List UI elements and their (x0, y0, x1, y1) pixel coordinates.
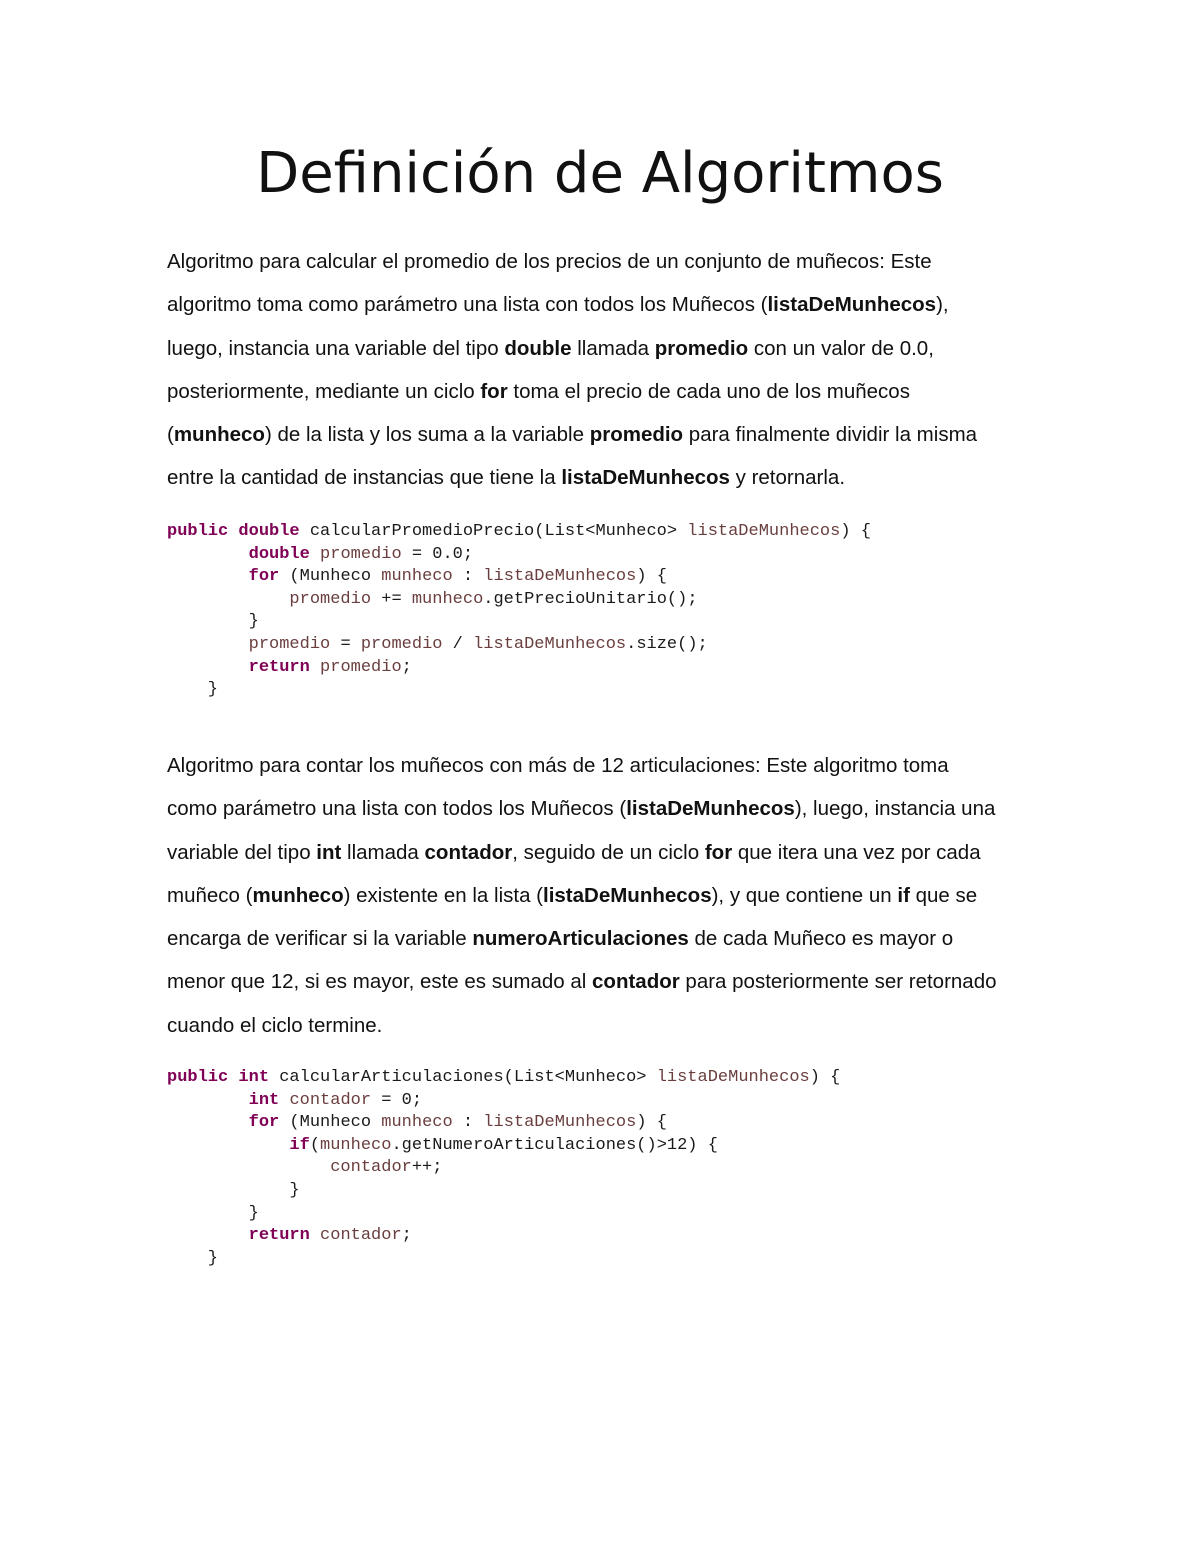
code-text: ; (401, 657, 412, 677)
code-line (167, 589, 871, 612)
text-segment: ) existente en la lista ( (343, 883, 543, 907)
code-text (167, 1158, 330, 1177)
bold-term: if (897, 883, 910, 907)
code-text: calcularArticulaciones(List<Munheco> (269, 1068, 657, 1087)
code-text: ) { (809, 1068, 841, 1087)
bold-term: promedio (654, 336, 749, 360)
code-line (167, 634, 871, 657)
bold-term: contador (424, 840, 513, 864)
code-text (167, 1136, 289, 1155)
section2-description (167, 744, 1047, 1047)
text-segment: que itera una vez por cada (732, 840, 981, 864)
bold-term: for (480, 379, 508, 403)
code-text: } (167, 680, 219, 700)
code-text: ++; (411, 1158, 443, 1178)
code-line (167, 521, 871, 544)
text-line (167, 917, 1047, 960)
code-text: / (442, 634, 474, 654)
text-segment: luego, instancia una variable del tipo (167, 336, 505, 360)
code-text: (Munheco (279, 567, 382, 587)
code-text (310, 545, 320, 564)
text-segment: y retornarla. (729, 466, 846, 490)
code-line (167, 1180, 840, 1203)
code-text: += (371, 589, 412, 609)
code-line (167, 1248, 840, 1271)
bold-term: listaDeMunhecos (543, 883, 712, 907)
code-variable: listaDeMunhecos (687, 522, 841, 541)
section1-code-block (167, 521, 871, 702)
bold-term: for (704, 840, 733, 864)
code-variable: munheco (411, 589, 484, 609)
text-line (167, 744, 1047, 787)
code-variable: listaDeMunhecos (483, 567, 637, 587)
text-segment: cuando el ciclo termine. (167, 1013, 383, 1037)
code-line (167, 1067, 840, 1090)
code-text: } (167, 1203, 259, 1223)
code-text: } (167, 612, 259, 632)
code-line (167, 1203, 840, 1226)
text-segment: ) de la lista y los suma a la variable (264, 423, 590, 447)
text-segment: ), luego, instancia una (794, 797, 996, 821)
bold-term: contador (592, 970, 680, 994)
code-keyword: public double (167, 522, 300, 541)
code-variable: munheco (381, 1113, 453, 1133)
text-line (167, 327, 1047, 370)
code-line (167, 544, 871, 567)
text-segment: algoritmo toma como parámetro una lista con todos los Muñecos ( (167, 293, 768, 317)
text-segment: ( (167, 423, 174, 447)
code-text: ; (401, 1226, 412, 1246)
bold-term: numeroArticulaciones (472, 927, 689, 951)
text-line (167, 960, 1047, 1003)
code-variable: listaDeMunhecos (473, 634, 627, 654)
text-segment: llamada (341, 840, 425, 864)
text-line (167, 1004, 1047, 1047)
code-text (167, 1091, 249, 1110)
text-line (167, 787, 1047, 830)
code-variable: promedio (320, 657, 402, 677)
text-line (167, 240, 1047, 283)
code-line (167, 1112, 840, 1135)
code-keyword: public int (167, 1068, 270, 1087)
text-line (167, 283, 1047, 326)
code-text: .getPrecioUnitario(); (483, 589, 698, 609)
code-text: = 0; (371, 1090, 423, 1110)
code-variable: munheco (381, 567, 453, 587)
code-text: : (452, 567, 484, 587)
code-text: .getNumeroArticulaciones()>12) { (391, 1135, 718, 1155)
code-keyword: double (248, 544, 310, 564)
code-variable: promedio (360, 634, 443, 654)
text-segment: llamada (571, 336, 655, 360)
code-variable: munheco (320, 1135, 392, 1155)
code-line (167, 1135, 840, 1158)
code-text (167, 1113, 249, 1132)
section1-description (167, 240, 1047, 500)
text-line (167, 874, 1047, 917)
code-text: ) { (636, 567, 667, 587)
section2-code-block (167, 1067, 840, 1270)
code-keyword: return (248, 1226, 310, 1246)
text-segment: menor que 12, si es mayor, este es sumado al (167, 970, 593, 994)
code-variable: contador (320, 1226, 402, 1246)
code-text (167, 1226, 249, 1245)
code-keyword: for (248, 1113, 280, 1133)
code-variable: listaDeMunhecos (483, 1113, 637, 1133)
code-line (167, 1157, 840, 1180)
text-segment: Algoritmo para contar los muñecos con más de 12 articulaciones: Este algoritmo toma (167, 754, 949, 777)
code-text: : (452, 1113, 484, 1133)
bold-term: listaDeMunhecos (767, 293, 937, 317)
code-variable: promedio (289, 589, 372, 609)
text-segment: con un valor de 0.0, (748, 336, 934, 360)
code-variable: promedio (320, 544, 402, 564)
text-segment: para posteriormente ser retornado (679, 970, 997, 994)
code-text: (Munheco (279, 1113, 382, 1133)
code-text (310, 658, 320, 677)
bold-term: munheco (252, 883, 344, 907)
code-text (167, 567, 249, 586)
code-text: } (167, 1180, 300, 1200)
text-segment: , seguido de un ciclo (512, 840, 705, 864)
code-keyword: for (248, 567, 280, 587)
text-segment: posteriormente, mediante un ciclo (167, 379, 481, 403)
bold-term: listaDeMunhecos (561, 466, 730, 490)
code-text: .size(); (626, 634, 708, 654)
code-line (167, 1225, 840, 1248)
text-segment: que se (909, 883, 978, 907)
bold-term: munheco (173, 423, 265, 447)
code-text: ) { (636, 1113, 667, 1133)
code-line (167, 566, 871, 589)
code-text (167, 635, 249, 654)
text-line (167, 370, 1047, 413)
bold-term: listaDeMunhecos (626, 797, 795, 821)
code-line (167, 679, 871, 702)
code-text (310, 1226, 320, 1245)
bold-term: int (316, 840, 342, 864)
code-text: ) { (840, 522, 871, 541)
code-text: = 0.0; (401, 544, 474, 564)
code-text: ( (309, 1135, 321, 1155)
code-line (167, 657, 871, 680)
text-segment: ), y que contiene un (711, 883, 898, 907)
code-keyword: return (248, 657, 310, 677)
text-segment: encarga de verificar si la variable (167, 927, 473, 951)
code-variable: contador (330, 1158, 412, 1178)
text-segment: para finalmente dividir la misma (683, 423, 978, 447)
code-line (167, 611, 871, 634)
code-text (167, 590, 289, 609)
code-text (279, 1091, 289, 1110)
code-variable: listaDeMunhecos (656, 1068, 810, 1087)
code-keyword: if (289, 1135, 310, 1155)
code-keyword: int (248, 1090, 280, 1110)
text-segment: de cada Muñeco es mayor o (688, 927, 954, 951)
code-text (167, 658, 249, 677)
text-segment: ), (936, 293, 949, 317)
text-segment: toma el precio de cada uno de los muñecos (507, 379, 910, 403)
text-segment: muñeco ( (167, 883, 253, 907)
text-segment: como parámetro una lista con todos los Muñecos ( (167, 797, 627, 821)
code-line (167, 1090, 840, 1113)
bold-term: double (504, 336, 572, 360)
text-segment: Algoritmo para calcular el promedio de los precios de un conjunto de muñecos: Este (167, 250, 932, 273)
text-segment: entre la cantidad de instancias que tiene la (167, 466, 562, 490)
text-line (167, 831, 1047, 874)
code-variable: promedio (248, 634, 331, 654)
code-text: calcularPromedioPrecio(List<Munheco> (299, 522, 688, 541)
code-variable: contador (289, 1090, 372, 1110)
code-text: = (330, 634, 361, 654)
page-title: Definición de Algoritmos (256, 141, 944, 206)
text-line (167, 413, 1047, 456)
code-text: } (167, 1248, 219, 1268)
text-line (167, 456, 1047, 499)
text-segment: variable del tipo (167, 840, 317, 864)
code-text (167, 545, 249, 564)
bold-term: promedio (589, 423, 684, 447)
